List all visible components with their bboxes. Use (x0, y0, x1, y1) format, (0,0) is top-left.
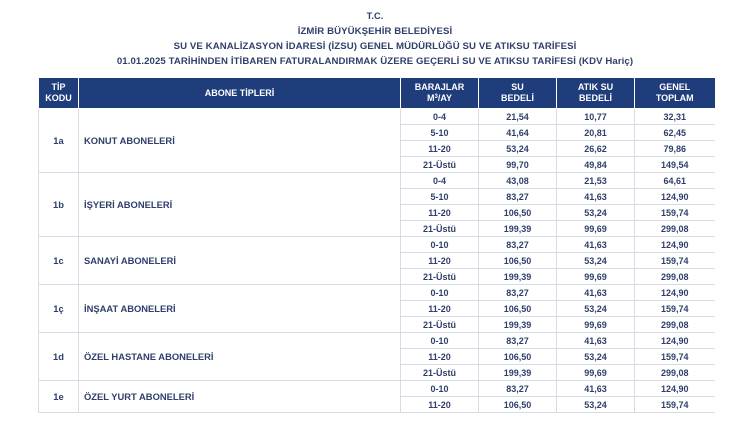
subscriber-type: İNŞAAT ABONELERİ (79, 285, 401, 333)
consumption-range: 0-4 (401, 109, 479, 125)
water-fee: 106,50 (479, 349, 557, 365)
total-fee: 79,86 (635, 141, 715, 157)
total-fee: 159,74 (635, 205, 715, 221)
total-fee: 159,74 (635, 349, 715, 365)
consumption-range: 11-20 (401, 349, 479, 365)
column-header-wastewater: ATIK SU BEDELİ (557, 78, 635, 109)
wastewater-fee: 21,53 (557, 173, 635, 189)
column-header-code: TİP KODU (39, 78, 79, 109)
total-fee: 159,74 (635, 301, 715, 317)
total-fee: 159,74 (635, 253, 715, 269)
tariff-code: 1d (39, 333, 79, 381)
wastewater-fee: 10,77 (557, 109, 635, 125)
header-line-1: T.C. (366, 11, 384, 21)
consumption-range: 11-20 (401, 141, 479, 157)
wastewater-fee: 53,24 (557, 253, 635, 269)
wastewater-fee: 41,63 (557, 285, 635, 301)
total-fee: 124,90 (635, 381, 715, 397)
consumption-range: 0-10 (401, 237, 479, 253)
table-row (39, 333, 715, 349)
water-fee: 83,27 (479, 237, 557, 253)
water-fee: 106,50 (479, 397, 557, 413)
total-fee: 62,45 (635, 125, 715, 141)
water-fee: 53,24 (479, 141, 557, 157)
wastewater-fee: 41,63 (557, 237, 635, 253)
water-fee: 83,27 (479, 189, 557, 205)
consumption-range: 0-10 (401, 285, 479, 301)
consumption-range: 0-10 (401, 381, 479, 397)
subscriber-type: KONUT ABONELERİ (79, 109, 401, 173)
tariff-code: 1b (39, 173, 79, 237)
wastewater-fee: 41,63 (557, 381, 635, 397)
table-row (39, 285, 715, 301)
water-fee: 83,27 (479, 333, 557, 349)
wastewater-fee: 53,24 (557, 397, 635, 413)
subscriber-type: SANAYİ ABONELERİ (79, 237, 401, 285)
consumption-range: 21-Üstü (401, 157, 479, 173)
wastewater-fee: 53,24 (557, 205, 635, 221)
water-fee: 83,27 (479, 285, 557, 301)
table-header-row (39, 78, 715, 109)
water-fee: 199,39 (479, 269, 557, 285)
water-fee: 199,39 (479, 221, 557, 237)
water-fee: 43,08 (479, 173, 557, 189)
subscriber-type: İŞYERİ ABONELERİ (79, 173, 401, 237)
table-row (39, 237, 715, 253)
consumption-range: 21-Üstü (401, 221, 479, 237)
total-fee: 32,31 (635, 109, 715, 125)
tariff-code: 1e (39, 381, 79, 413)
wastewater-fee: 99,69 (557, 317, 635, 333)
water-fee: 106,50 (479, 253, 557, 269)
subscriber-type: ÖZEL YURT ABONELERİ (79, 381, 401, 413)
water-fee: 106,50 (479, 205, 557, 221)
total-fee: 299,08 (635, 365, 715, 381)
wastewater-fee: 41,63 (557, 333, 635, 349)
total-fee: 159,74 (635, 397, 715, 413)
tariff-code: 1ç (39, 285, 79, 333)
tariff-code: 1a (39, 109, 79, 173)
total-fee: 64,61 (635, 173, 715, 189)
wastewater-fee: 99,69 (557, 365, 635, 381)
wastewater-fee: 26,62 (557, 141, 635, 157)
column-header-range: BARAJLAR $M^3/AY$ (401, 78, 479, 109)
subscriber-type: ÖZEL HASTANE ABONELERİ (79, 333, 401, 381)
tariff-table (38, 77, 715, 413)
consumption-range: 21-Üstü (401, 317, 479, 333)
column-header-type: ABONE TİPLERİ (79, 78, 401, 109)
header-line-4: 01.01.2025 TARİHİNDEN İTİBAREN FATURALANDIRMAK ÜZERE GEÇERLİ SU VE ATIKSU TARİFESİ (KDV Hariç) (116, 56, 634, 67)
document-header (0, 9, 750, 69)
wastewater-fee: 49,84 (557, 157, 635, 173)
total-fee: 124,90 (635, 333, 715, 349)
consumption-range: 0-10 (401, 333, 479, 349)
wastewater-fee: 41,63 (557, 189, 635, 205)
column-header-water: SU BEDELİ (479, 78, 557, 109)
table-row (39, 381, 715, 397)
consumption-range: 5-10 (401, 189, 479, 205)
wastewater-fee: 53,24 (557, 349, 635, 365)
total-fee: 149,54 (635, 157, 715, 173)
consumption-range: 11-20 (401, 301, 479, 317)
water-fee: 106,50 (479, 301, 557, 317)
tariff-code: 1c (39, 237, 79, 285)
table-row (39, 109, 715, 125)
water-fee: 99,70 (479, 157, 557, 173)
water-fee: 21,54 (479, 109, 557, 125)
water-fee: 83,27 (479, 381, 557, 397)
table-body (39, 109, 715, 413)
water-fee: 199,39 (479, 317, 557, 333)
consumption-range: 11-20 (401, 205, 479, 221)
wastewater-fee: 99,69 (557, 269, 635, 285)
total-fee: 124,90 (635, 189, 715, 205)
wastewater-fee: 20,81 (557, 125, 635, 141)
water-fee: 199,39 (479, 365, 557, 381)
table-row (39, 173, 715, 189)
consumption-range: 21-Üstü (401, 365, 479, 381)
column-header-total: GENEL TOPLAM (635, 78, 715, 109)
header-line-3: SU VE KANALİZASYON İDARESİ (İZSU) GENEL MÜDÜRLÜĞÜ SU VE ATIKSU TARİFESİ (173, 41, 577, 52)
consumption-range: 5-10 (401, 125, 479, 141)
consumption-range: 21-Üstü (401, 269, 479, 285)
wastewater-fee: 99,69 (557, 221, 635, 237)
consumption-range: 11-20 (401, 253, 479, 269)
total-fee: 299,08 (635, 317, 715, 333)
total-fee: 299,08 (635, 221, 715, 237)
wastewater-fee: 53,24 (557, 301, 635, 317)
header-line-2: İZMİR BÜYÜKŞEHİR BELEDİYESİ (297, 26, 453, 37)
total-fee: 299,08 (635, 269, 715, 285)
total-fee: 124,90 (635, 237, 715, 253)
consumption-range: 0-4 (401, 173, 479, 189)
consumption-range: 11-20 (401, 397, 479, 413)
water-fee: 41,64 (479, 125, 557, 141)
total-fee: 124,90 (635, 285, 715, 301)
